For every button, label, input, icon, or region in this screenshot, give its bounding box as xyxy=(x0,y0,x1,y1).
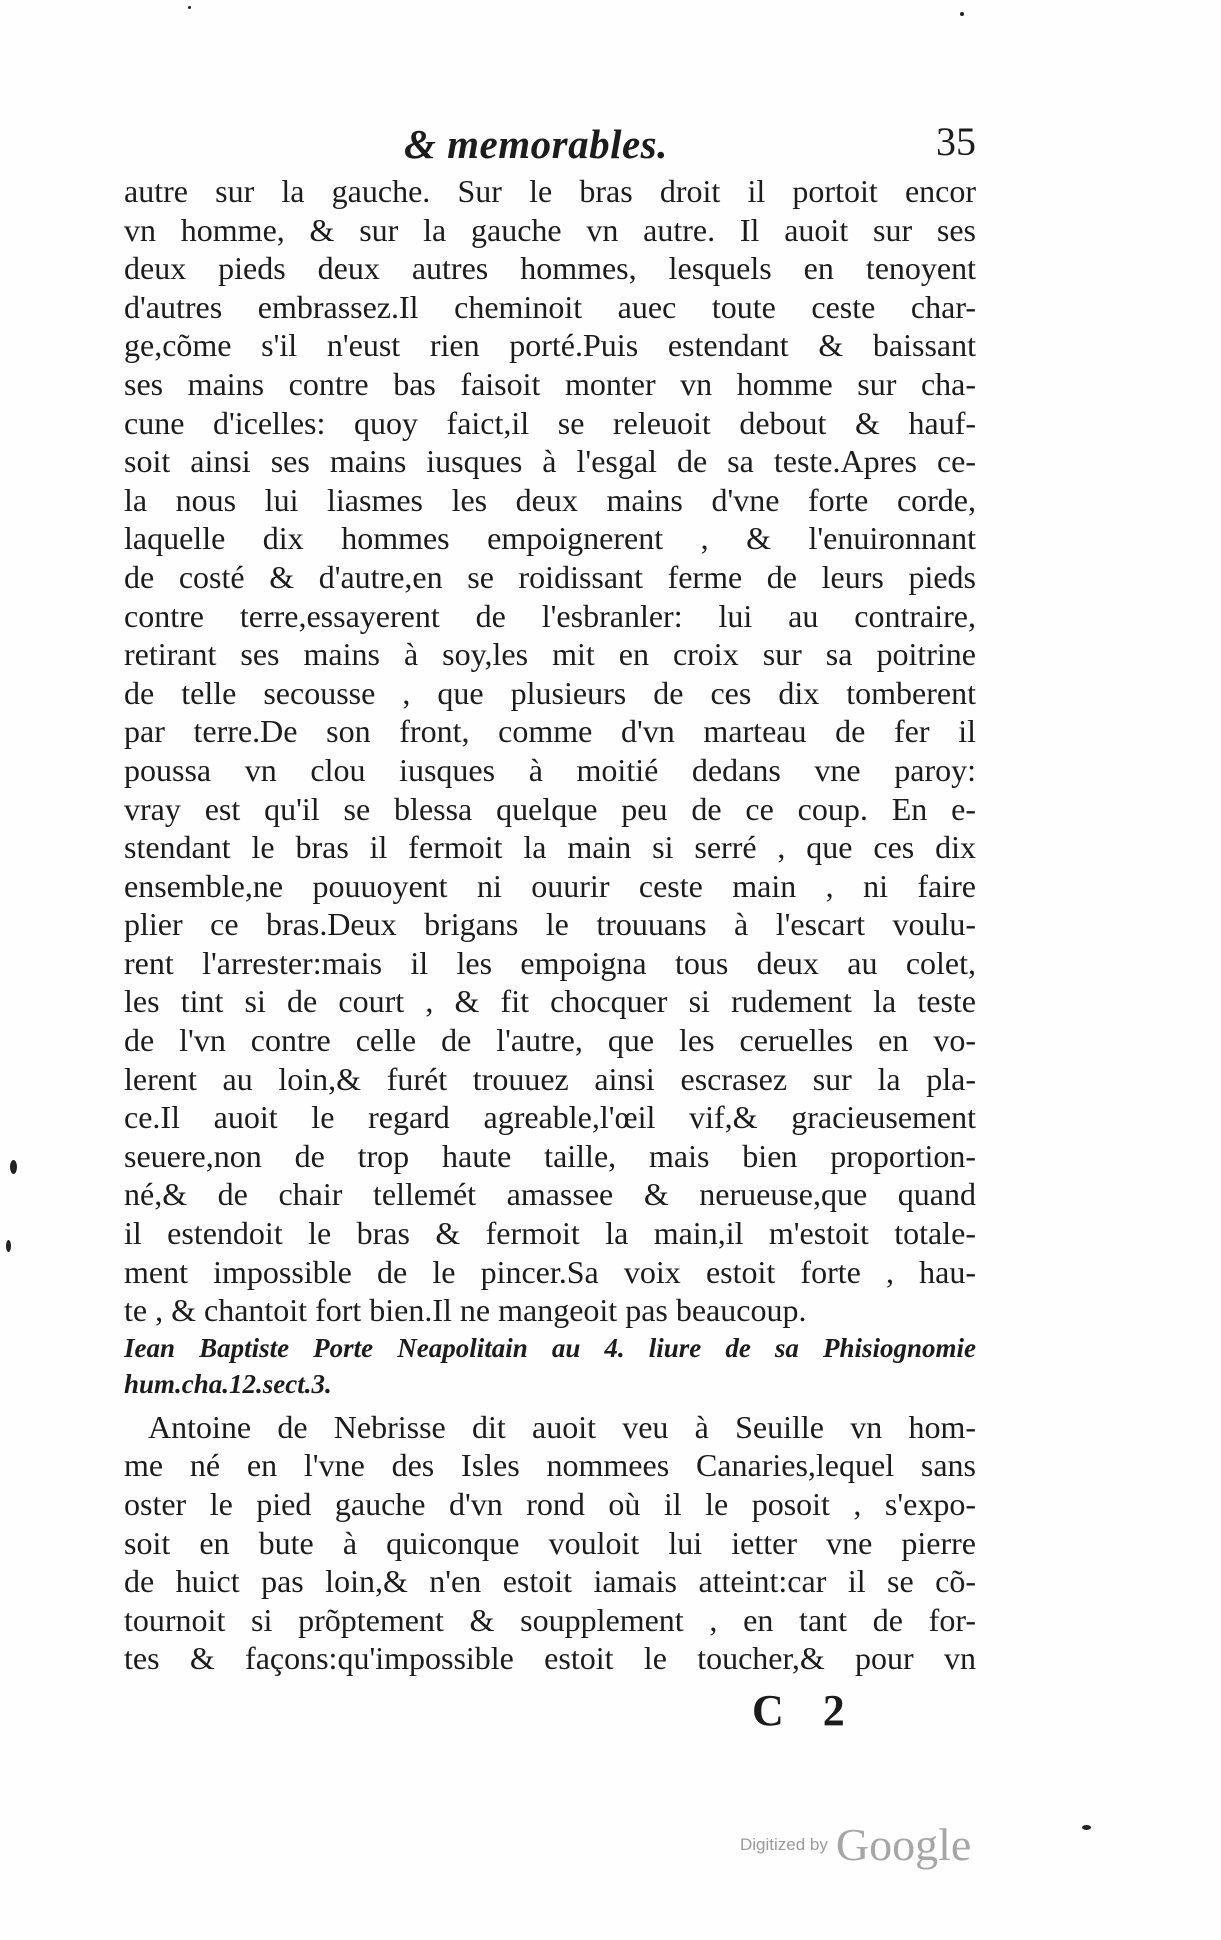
running-title: & memorables. xyxy=(404,121,668,167)
text-line: plier ce bras.Deux brigans le trouuans à l'escart voulu- xyxy=(124,906,976,943)
text-line: de l'vn contre celle de l'autre, que les ceruelles en vo- xyxy=(124,1022,976,1059)
text-line: vn homme, & sur la gauche vn autre. Il auoit sur ses xyxy=(124,211,976,248)
text-line: seuere,non de trop haute taille, mais bien proportion- xyxy=(124,1137,976,1174)
ink-speck xyxy=(10,1160,17,1174)
text-line: autre sur la gauche. Sur le bras droit il portoit encor xyxy=(124,173,976,209)
text-line: ses mains contre bas faisoit monter vn homme sur cha- xyxy=(124,365,976,402)
page-number: 35 xyxy=(936,119,976,164)
text-line: oster le pied gauche d'vn rond où il le posoit , s'expo- xyxy=(124,1486,976,1522)
body-text xyxy=(124,172,976,1678)
citation-line: Iean Baptiste Porte Neapolitain au 4. liure de sa Phisiognomie xyxy=(124,1332,976,1363)
text-line: laquelle dix hommes empoignerent , & l'enuironnant xyxy=(124,520,976,557)
text-line: tournoit si prõptement & soupplement , en tant de for- xyxy=(124,1601,976,1638)
text-line: ment impossible de le pincer.Sa voix estoit forte , hau- xyxy=(124,1253,976,1290)
text-line: soit en bute à quiconque vouloit lui ietter vne pierre xyxy=(124,1524,976,1561)
ink-speck xyxy=(1082,1825,1091,1830)
text-line: de huict pas loin,& n'en estoit iamais atteint:car il se cõ- xyxy=(124,1563,976,1600)
digitized-watermark xyxy=(740,1818,971,1871)
watermark-prefix: Digitized by xyxy=(740,1834,828,1854)
text-line: te , & chantoit fort bien.Il ne mangeoit pas beaucoup. xyxy=(124,1292,807,1329)
text-line: stendant le bras il fermoit la main si serré , que ces dix xyxy=(124,829,976,866)
text-line: poussa vn clou iusques à moitié dedans vne paroy: xyxy=(124,751,976,788)
text-line: deux pieds deux autres hommes, lesquels en tenoyent xyxy=(124,250,976,287)
text-line: cune d'icelles: quoy faict,il se releuoit debout & hauf- xyxy=(124,404,976,441)
text-line: ensemble,ne pouuoyent ni ouurir ceste main , ni faire xyxy=(124,867,976,904)
citation-line: hum.cha.12.sect.3. xyxy=(124,1368,332,1399)
text-line: Antoine de Nebrisse dit auoit veu à Seuille vn hom- xyxy=(148,1408,976,1445)
ink-speck xyxy=(960,12,964,16)
watermark-brand: Google xyxy=(835,1819,972,1870)
text-line: vray est qu'il se blessa quelque peu de ce coup. En e- xyxy=(124,790,976,827)
text-line: ge,cõme s'il n'eust rien porté.Puis estendant & baissant xyxy=(124,327,976,364)
ink-speck xyxy=(188,6,191,9)
text-line: d'autres embrassez.Il cheminoit auec toute ceste char- xyxy=(124,288,976,325)
text-line: soit ainsi ses mains iusques à l'esgal de sa teste.Apres ce- xyxy=(124,443,976,480)
page-header xyxy=(124,120,984,170)
text-line: il estendoit le bras & fermoit la main,il m'estoit totale- xyxy=(124,1215,976,1252)
text-line: tes & façons:qu'impossible estoit le toucher,& pour vn xyxy=(124,1640,976,1677)
text-line: de telle secousse , que plusieurs de ces dix tomberent xyxy=(124,674,976,711)
ink-speck xyxy=(6,1240,11,1252)
text-line: contre terre,essayerent de l'esbranler: lui au contraire, xyxy=(124,597,976,634)
text-line: lerent au loin,& furét trouuez ainsi escrasez sur la pla- xyxy=(124,1060,976,1097)
text-line: né,& de chair tellemét amassee & nerueuse,que quand xyxy=(124,1176,976,1213)
text-line: me né en l'vne des Isles nommees Canaries,lequel sans xyxy=(124,1447,976,1484)
text-line: ce.Il auoit le regard agreable,l'œil vif,& gracieusement xyxy=(124,1099,976,1136)
text-line: de costé & d'autre,en se roidissant ferme de leurs pieds xyxy=(124,558,976,595)
text-line: les tint si de court , & fit chocquer si rudement la teste xyxy=(124,983,976,1020)
text-line: retirant ses mains à soy,les mit en croix sur sa poitrine xyxy=(124,636,976,673)
text-line: rent l'arrester:mais il les empoigna tous deux au colet, xyxy=(124,944,976,981)
text-line: par terre.De son front, comme d'vn marteau de fer il xyxy=(124,713,976,750)
signature-mark: C 2 xyxy=(752,1686,859,1735)
text-line: la nous lui liasmes les deux mains d'vne forte corde, xyxy=(124,481,976,518)
